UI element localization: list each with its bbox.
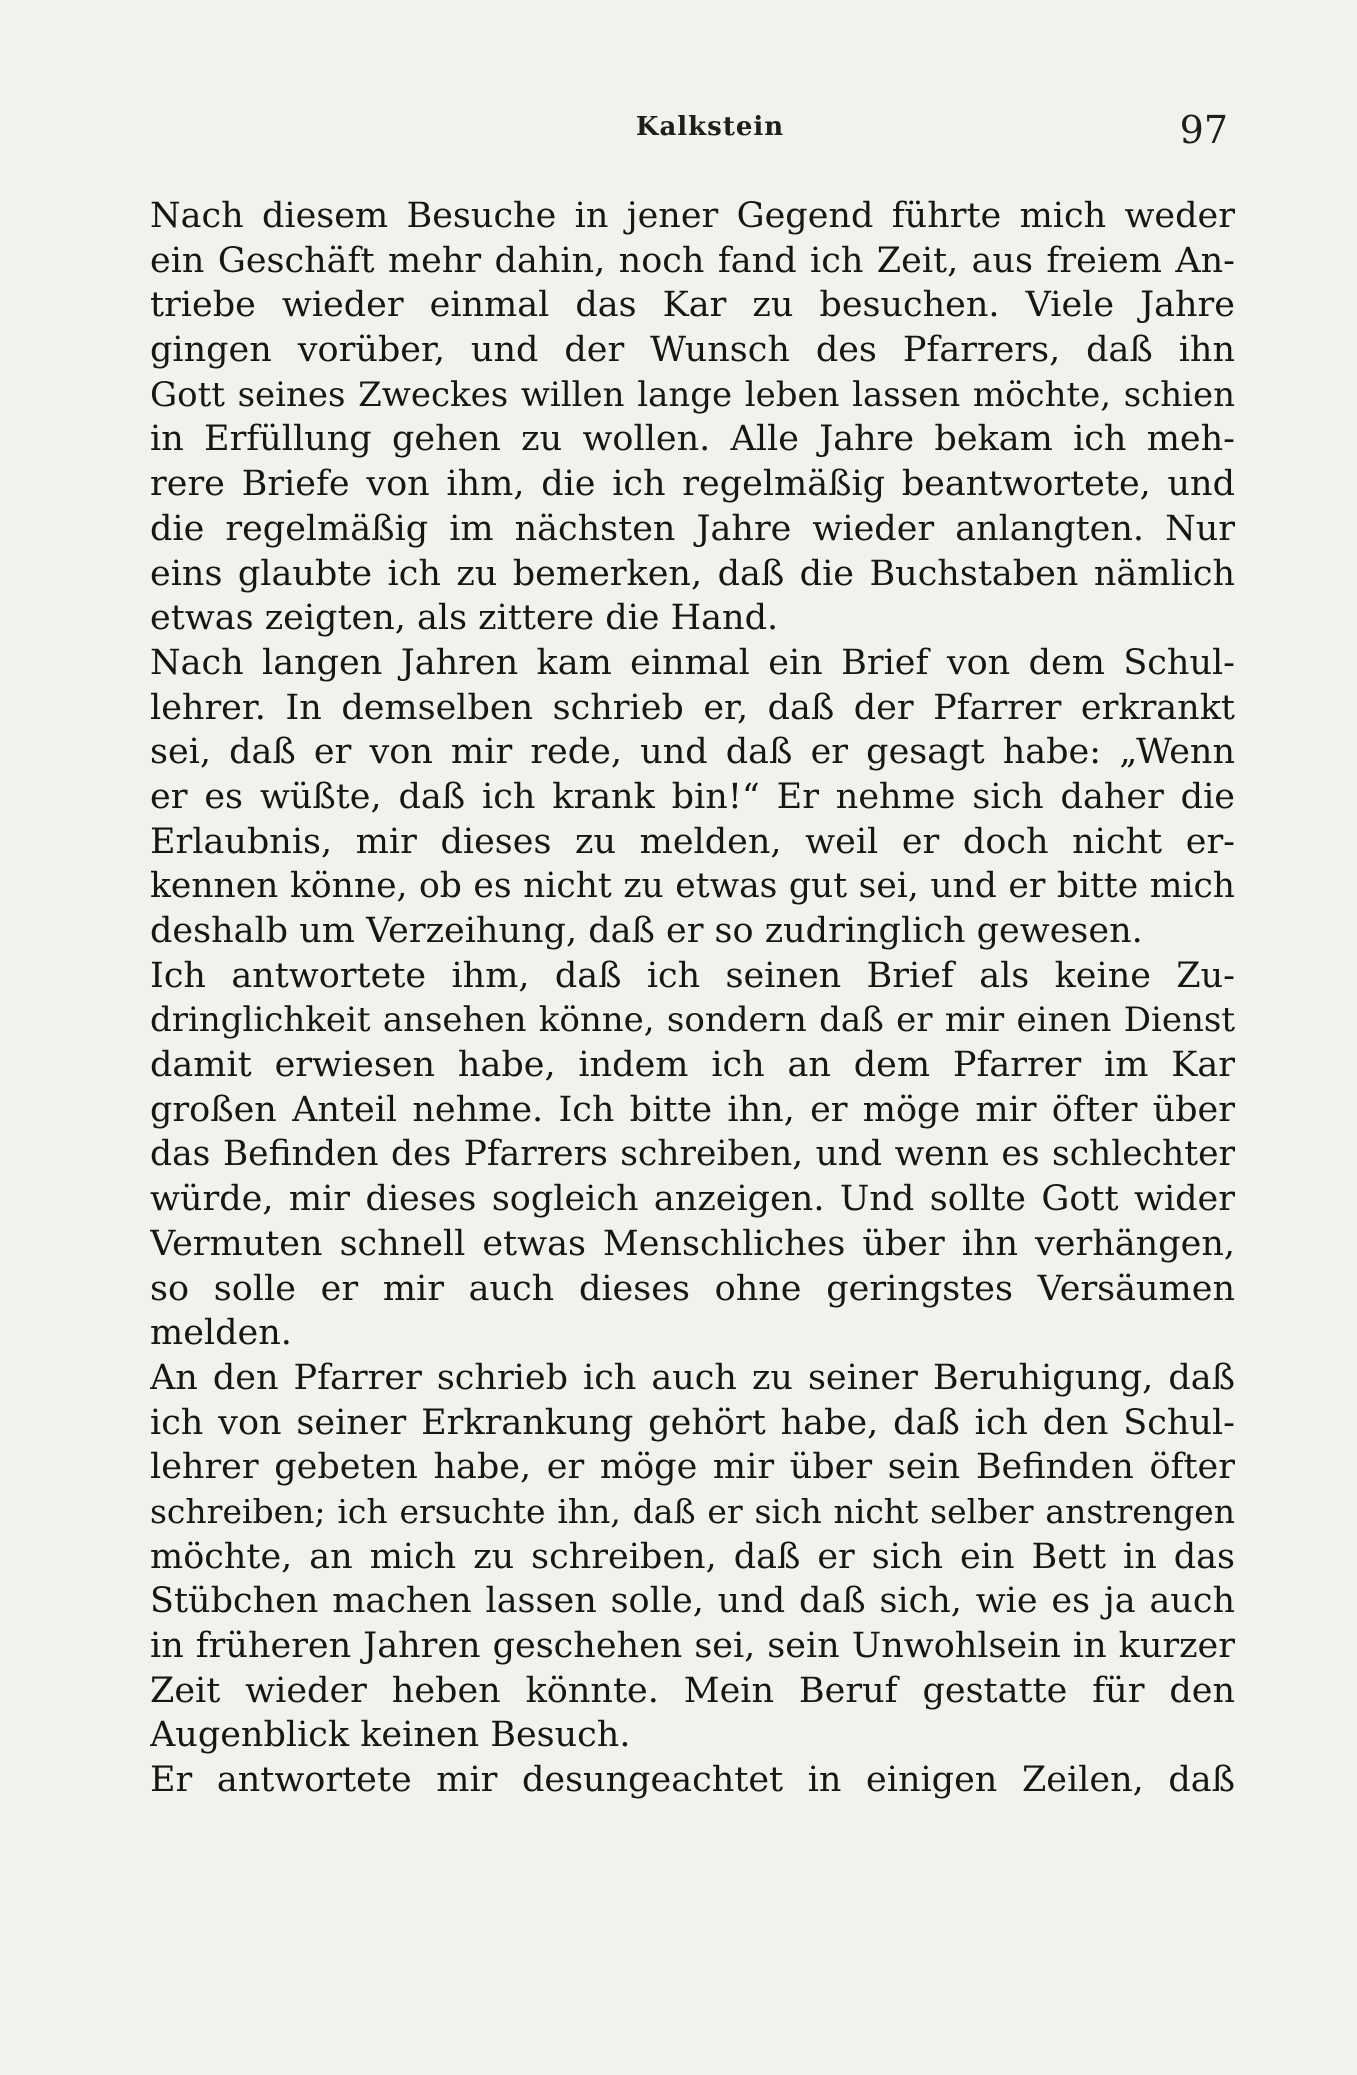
running-title: Kalkstein (635, 112, 785, 142)
text-line: so solle er mir auch dieses ohne geringstes Versäumen (150, 1268, 1235, 1309)
text-line: in Erfüllung gehen zu wollen. Alle Jahre bekam ich meh- (150, 419, 1235, 460)
text-line: etwas zeigten, als zittere die Hand. (150, 598, 779, 639)
text-line: Augenblick keinen Besuch. (150, 1715, 631, 1756)
text-line: ich von seiner Erkrankung gehört habe, daß ich den Schul- (150, 1402, 1235, 1443)
text-line: die regelmäßig im nächsten Jahre wieder anlangten. Nur (150, 508, 1235, 549)
text-line: Gott seines Zweckes willen lange leben lassen möchte, schien (150, 374, 1235, 415)
body-text (150, 194, 1235, 1803)
text-line: schreiben; ich ersuchte ihn, daß er sich nicht selber anstrengen (150, 1491, 1235, 1531)
text-line: eins glaubte ich zu bemerken, daß die Buchstaben nämlich (150, 553, 1235, 594)
text-line: lehrer gebeten habe, er möge mir über sein Befinden öfter (150, 1447, 1235, 1488)
text-line: Nach langen Jahren kam einmal ein Brief von dem Schul- (150, 642, 1235, 683)
text-line: Er antwortete mir desungeachtet in einigen Zeilen, daß (150, 1760, 1235, 1801)
text-line: damit erwiesen habe, indem ich an dem Pfarrer im Kar (150, 1045, 1235, 1086)
text-line: in früheren Jahren geschehen sei, sein Unwohlsein in kurzer (150, 1626, 1235, 1666)
page-number: 97 (1179, 108, 1228, 152)
text-line: melden. (150, 1313, 292, 1354)
text-line: ein Geschäft mehr dahin, noch fand ich Zeit, aus freiem An- (150, 240, 1235, 281)
text-line: dringlichkeit ansehen könne, sondern daß er mir einen Dienst (150, 1000, 1235, 1041)
text-line: Ich antwortete ihm, daß ich seinen Brief als keine Zu- (150, 955, 1235, 996)
text-line: An den Pfarrer schrieb ich auch zu seiner Beruhigung, daß (150, 1357, 1235, 1398)
text-line: möchte, an mich zu schreiben, daß er sich ein Bett in das (150, 1536, 1235, 1577)
text-line: kennen könne, ob es nicht zu etwas gut sei, und er bitte mich (150, 866, 1235, 907)
text-line: triebe wieder einmal das Kar zu besuchen. Viele Jahre (150, 285, 1235, 326)
text-line: lehrer. In demselben schrieb er, daß der Pfarrer erkrankt (150, 687, 1235, 728)
text-line: Erlaubnis, mir dieses zu melden, weil er doch nicht er- (150, 821, 1235, 862)
text-line: er es wüßte, daß ich krank bin!“ Er nehme sich daher die (150, 776, 1235, 817)
text-line: großen Anteil nehme. Ich bitte ihn, er möge mir öfter über (150, 1089, 1235, 1130)
text-line: Nach diesem Besuche in jener Gegend führte mich weder (150, 196, 1235, 236)
text-line: gingen vorüber, und der Wunsch des Pfarrers, daß ihn (150, 330, 1235, 371)
text-line: rere Briefe von ihm, die ich regelmäßig beantwortete, und (150, 464, 1235, 505)
text-line: würde, mir dieses sogleich anzeigen. Und sollte Gott wider (150, 1179, 1235, 1220)
text-line: Stübchen machen lassen solle, und daß sich, wie es ja auch (150, 1581, 1235, 1622)
text-line: Vermuten schnell etwas Menschliches über ihn verhängen, (150, 1223, 1235, 1264)
text-line: sei, daß er von mir rede, und daß er gesagt habe: „Wenn (150, 732, 1235, 773)
text-line: Zeit wieder heben könnte. Mein Beruf gestatte für den (150, 1670, 1235, 1711)
text-line: das Befinden des Pfarrers schreiben, und wenn es schlechter (150, 1134, 1235, 1175)
text-line: deshalb um Verzeihung, daß er so zudringlich gewesen. (150, 911, 1143, 951)
